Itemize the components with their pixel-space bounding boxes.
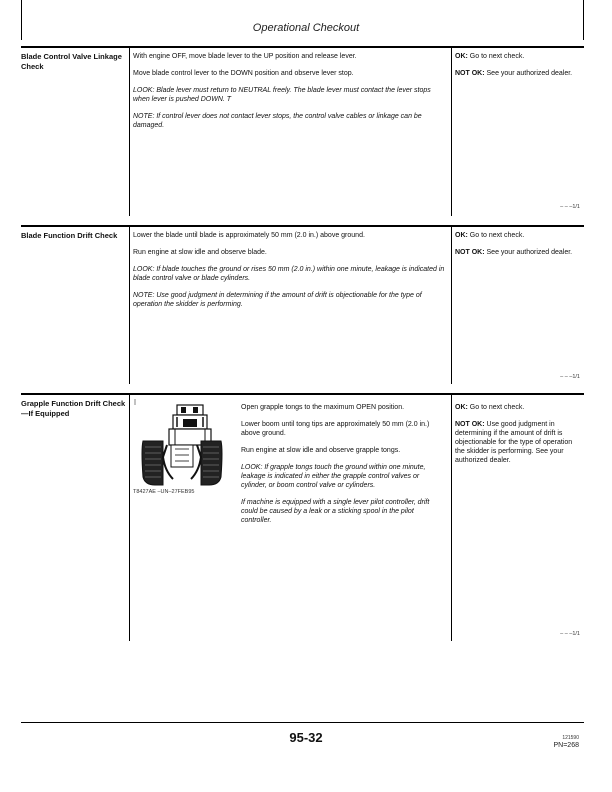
result-column bbox=[455, 403, 581, 473]
ok-text: Go to next check. bbox=[469, 232, 525, 239]
check-name: Blade Control Valve Linkage Check bbox=[21, 52, 122, 71]
not-ok-label: NOT OK: bbox=[455, 249, 485, 256]
not-ok-text: Use good judgment in determining if the amount of drift is objectionable for the type of operation the skidder is performing. See your authorized dealer. bbox=[455, 421, 573, 464]
page-header-title: Operational Checkout bbox=[252, 22, 360, 34]
note-text: If machine is equipped with a single lever pilot controller, drift could be caused by a leak or a sticking spool in the pilot controller. bbox=[241, 499, 430, 524]
column-divider bbox=[129, 227, 130, 384]
step-text: Move blade control lever to the DOWN position and observe lever stop. bbox=[133, 70, 354, 77]
step-text: Lower the blade until blade is approximately 50 mm (2.0 in.) above ground. bbox=[133, 232, 365, 239]
ok-text: Go to next check. bbox=[469, 404, 525, 411]
step-text: Open grapple tongs to the maximum OPEN position. bbox=[241, 404, 405, 411]
column-divider bbox=[451, 395, 452, 641]
ok-label: OK: bbox=[455, 232, 468, 239]
skidder-grapple-illustration bbox=[133, 397, 231, 495]
ok-label: OK: bbox=[455, 53, 468, 60]
end-mark: – – –1/1 bbox=[560, 204, 580, 210]
check-body bbox=[133, 52, 445, 138]
check-block-grapple-drift bbox=[21, 393, 584, 641]
column-divider bbox=[129, 395, 130, 641]
step-text: Run engine at slow idle and observe blade. bbox=[133, 249, 267, 256]
note-text: NOTE: Use good judgment in determining if the amount of drift is objectionable for the type of operation the skidder is performing. bbox=[133, 292, 422, 308]
check-body bbox=[241, 403, 445, 533]
ok-text: Go to next check. bbox=[469, 53, 525, 60]
check-body bbox=[133, 231, 445, 317]
footer-code: 121590 bbox=[562, 735, 579, 741]
not-ok-text: See your authorized dealer. bbox=[486, 249, 573, 256]
step-text: Run engine at slow idle and observe grapple tongs. bbox=[241, 447, 401, 454]
not-ok-label: NOT OK: bbox=[455, 70, 485, 77]
note-text: NOTE: If control lever does not contact lever stops, the control valve cables or linkage can be damaged. bbox=[133, 113, 422, 129]
check-block-blade-linkage bbox=[21, 46, 584, 216]
result-column bbox=[455, 231, 581, 265]
check-name: Blade Function Drift Check bbox=[21, 231, 118, 240]
not-ok-text: See your authorized dealer. bbox=[486, 70, 573, 77]
left-margin-line bbox=[21, 0, 22, 40]
grapple-figure bbox=[133, 397, 231, 495]
not-ok-label: NOT OK: bbox=[455, 421, 485, 428]
result-column bbox=[455, 52, 581, 86]
check-name: Grapple Function Drift Check—If Equipped bbox=[21, 399, 126, 418]
ok-label: OK: bbox=[455, 404, 468, 411]
step-text: With engine OFF, move blade lever to the UP position and release lever. bbox=[133, 53, 357, 60]
column-divider bbox=[129, 48, 130, 216]
footer-rule bbox=[21, 722, 584, 723]
figure-caption: T8427AE –UN–27FEB95 bbox=[133, 489, 195, 495]
page-number: 95-32 bbox=[289, 730, 323, 745]
look-text: LOOK: If blade touches the ground or rises 50 mm (2.0 in.) within one minute, leakage is indicated in blade control valve or blade cylinders. bbox=[133, 266, 445, 282]
footer-pn: PN=268 bbox=[553, 742, 579, 749]
step-text: Lower boom until tong tips are approximately 50 mm (2.0 in.) above ground. bbox=[241, 421, 430, 437]
right-margin-line bbox=[583, 0, 584, 40]
check-block-blade-drift bbox=[21, 225, 584, 384]
column-divider bbox=[451, 227, 452, 384]
end-mark: – – –1/1 bbox=[560, 374, 580, 380]
column-divider bbox=[451, 48, 452, 216]
look-text: LOOK: Blade lever must return to NEUTRAL freely. The blade lever must contact the lever stops when lever is pushed DOWN. T bbox=[133, 87, 431, 103]
end-mark: – – –1/1 bbox=[560, 631, 580, 637]
look-text: LOOK: If grapple tongs touch the ground within one minute, leakage is indicated in either the grapple control valves or cylinder, or boom control valve or cylinders. bbox=[241, 464, 426, 489]
